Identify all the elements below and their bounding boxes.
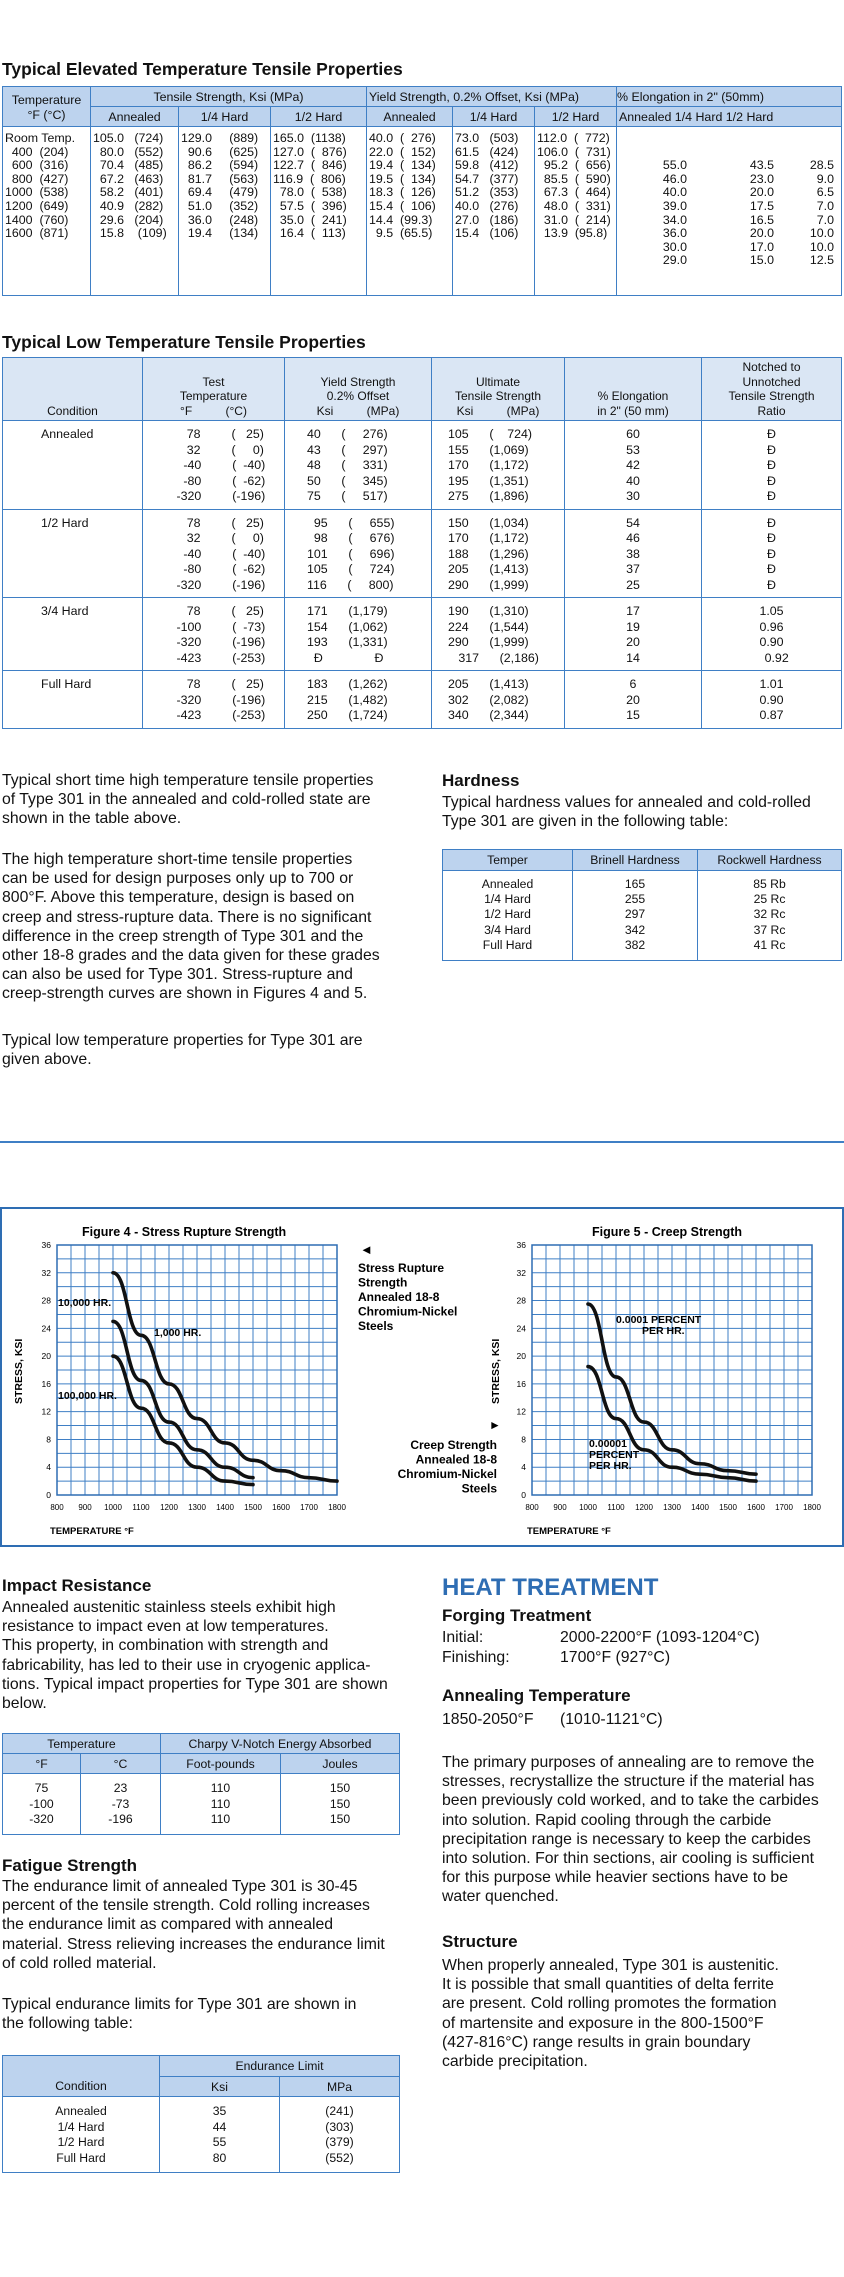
fig4-legend-line: Strength [358,1275,408,1290]
elevated-sub-yield-quarter: 1/4 Hard [453,107,535,127]
forging-initial-label: Initial: [442,1629,484,1646]
fig4-y-tick-label: 32 [41,1267,51,1278]
elevated-header-tensile: Tensile Strength, Ksi (MPa) [91,87,367,107]
annealing-title: Annealing Temperature [442,1686,631,1705]
fig4-x-tick-label: 1800 [328,1503,346,1512]
fig4-x-tick-label: 1100 [132,1503,150,1512]
fig5-y-tick-label: 32 [516,1267,526,1278]
impact-header-c: °C [81,1754,161,1774]
low-header-elongation: % Elongation in 2" (50 mm) [565,358,702,421]
fig5-x-tick-label: 800 [525,1503,539,1512]
impact-col-f: 75 -100 -320 [3,1774,81,1835]
fig5-label-a-line: 0.0001 PERCENT [616,1314,702,1326]
low-row-group [3,671,842,729]
impact-table [2,1733,400,1835]
elevated-col-ys-half: 112.0 ( 772) 106.0 ( 731) 95.2 ( 656) 85.5 ( 590) 67.3 ( 464) 48.0 ( 331) 31.0 ( 214) 13.9 (95.8) [535,127,617,296]
fig4-label-10000: 10,000 HR. [58,1297,112,1309]
low-col-elong: 60 53 42 40 30 [565,421,702,510]
forging-finishing-value: 1700°F (927°C) [560,1649,671,1666]
hardness-table [442,849,842,961]
low-col-ult: 205 (1,413) 302 (2,082) 340 (2,344) [432,671,565,729]
low-table-title: Typical Low Temperature Tensile Properties [2,332,366,352]
fig5-x-tick-label: 1600 [747,1503,765,1512]
hardness-header-temper: Temper [443,850,573,871]
heat-treatment-title: HEAT TREATMENT [442,1574,659,1601]
fatigue-header-condition: Condition [3,2056,160,2097]
fig5-title: Figure 5 - Creep Strength [592,1225,743,1239]
structure-title: Structure [442,1932,518,1951]
fig4-y-tick-label: 12 [41,1406,51,1417]
low-col-elong: 6 20 15 [565,671,702,729]
fatigue-text-2: Typical endurance limits for Type 301 are shown in the following table: [2,1996,357,2033]
fatigue-header-ksi: Ksi [160,2077,280,2097]
impact-header-temperature: Temperature [3,1734,161,1754]
structure-text: When properly annealed, Type 301 is austenitic. It is possible that small quantities of delta ferrite are present. Cold rolling promotes the formation of martensite and exposure in the 800-1500°F (427-816°C) range results in grain boundary carbide precipitation. [442,1957,779,2071]
fig5-x-tick-label: 1000 [579,1503,597,1512]
fig5-y-tick-label: 24 [516,1323,526,1334]
hardness-header-rockwell: Rockwell Hardness [698,850,842,871]
low-col-elong: 54 46 38 37 25 [565,509,702,598]
fig4-xlabel: TEMPERATURE °F [50,1526,134,1537]
fig4-x-tick-label: 900 [78,1503,92,1512]
hardness-col-brinell: 165 255 297 342 382 [573,871,698,961]
fig5-legend-line: Steels [461,1481,497,1496]
fig4-x-tick-label: 1200 [160,1503,178,1512]
fig5-label-b-line: 0.00001 [589,1438,627,1450]
low-col-ult: 105 ( 724) 155 (1,069) 170 (1,172) 195 (1,351) 275 (1,896) [432,421,565,510]
impact-header-charpy: Charpy V-Notch Energy Absorbed [161,1734,400,1754]
low-col-notch: 1.01 0.90 0.87 [702,671,842,729]
elevated-sub-half-hard: 1/2 Hard [271,107,367,127]
fig5-y-tick-label: 4 [521,1462,526,1473]
fig4-y-tick-label: 20 [41,1351,51,1362]
forging-initial-value: 2000-2200°F (1093-1204°C) [560,1629,760,1646]
low-condition: 1/2 Hard [3,509,143,598]
figures-panel [0,1207,844,1547]
fig5-ylabel: STRESS, KSI [490,1338,502,1404]
low-col-yield: 40 ( 276) 43 ( 297) 48 ( 331) 50 ( 345) 75 ( 517) [285,421,432,510]
figures-svg [2,1209,842,1545]
fig5-x-tick-label: 1400 [691,1503,709,1512]
low-temperature-table [2,357,842,729]
fig4-x-tick-label: 1000 [104,1503,122,1512]
fig5-y-tick-label: 0 [521,1490,526,1500]
fatigue-table [2,2055,400,2173]
low-row-group [3,421,842,510]
fig4-legend-arrow: ◄ [360,1242,373,1257]
fig4-legend-line: Steels [358,1319,394,1333]
fig5-x-tick-label: 1700 [775,1503,793,1512]
forging-title: Forging Treatment [442,1606,592,1625]
fig4-y-tick-label: 16 [41,1378,51,1389]
fatigue-col-condition: Annealed 1/4 Hard 1/2 Hard Full Hard [3,2097,160,2173]
impact-text: Annealed austenitic stainless steels exhibit high resistance to impact even at low temperatures. This property, in combination with strength and fabricability, has led to their use in cryogenic applica- tions. Typical impact properties for Type 301 are shown below. [2,1599,388,1713]
elevated-col-ts-half: 165.0 (1138) 127.0 ( 876) 122.7 ( 846) 116.9 ( 806) 78.0 ( 538) 57.5 ( 396) 35.0 ( 241) 16.4 ( 113) [271,127,367,296]
annealing-f: 1850-2050°F [442,1711,534,1728]
fatigue-col-mpa: (241) (303) (379) (552) [280,2097,400,2173]
low-col-ult: 190 (1,310) 224 (1,544) 290 (1,999) 317 (2,186) [432,598,565,671]
elevated-col-ys-annealed: 40.0 ( 276) 22.0 ( 152) 19.4 ( 134) 19.5 ( 134) 18.3 ( 126) 15.4 ( 106) 14.4 (99.3) 9.5 (65.5) [367,127,453,296]
hardness-col-rockwell: 85 Rb 25 Rc 32 Rc 37 Rc 41 Rc [698,871,842,961]
fig4-y-tick-label: 4 [46,1462,51,1473]
low-col-ult: 150 (1,034) 170 (1,172) 188 (1,296) 205 (1,413) 290 (1,999) [432,509,565,598]
fig5-y-tick-label: 20 [516,1351,526,1362]
elevated-sub-yield-annealed: Annealed [367,107,453,127]
low-condition: Annealed [3,421,143,510]
fatigue-title: Fatigue Strength [2,1856,138,1875]
fig5-y-tick-label: 36 [516,1240,526,1250]
fig5-x-tick-label: 1100 [607,1503,625,1512]
paragraph-low-temp: Typical low temperature properties for Type 301 are given above. [2,1032,363,1069]
elevated-sub-yield-half: 1/2 Hard [535,107,617,127]
fig4-x-tick-label: 1400 [216,1503,234,1512]
fig5-legend-line: Annealed 18-8 [415,1452,497,1467]
fig4-y-tick-label: 0 [46,1490,51,1500]
low-col-temp: 78 ( 25) 32 ( 0) -40 ( -40) -80 ( -62) -320 (-196) [143,421,285,510]
fig5-y-ticks [517,1240,527,1500]
fig5-x-tick-label: 1800 [803,1503,821,1512]
hardness-header-brinell: Brinell Hardness [573,850,698,871]
fatigue-header-mpa: MPa [280,2077,400,2097]
elevated-col-temperature: Room Temp. 400 (204) 600 (316) 800 (427) 1000 (538) 1200 (649) 1400 (760) 1600 (871) [3,127,91,296]
low-col-yield: 171 (1,179) 154 (1,062) 193 (1,331) Ð Ð [285,598,432,671]
low-header-test-temperature: Test Temperature °F (°C) [143,358,285,421]
elevated-header-elongation: % Elongation in 2" (50mm) [617,87,842,107]
fig4-y-tick-label: 24 [41,1323,51,1334]
low-header-condition: Condition [3,358,143,421]
low-col-notch: Ð Ð Ð Ð Ð [702,421,842,510]
elevated-col-ts-annealed: 105.0 (724) 80.0 (552) 70.4 (485) 67.2 (463) 58.2 (401) 40.9 (282) 29.6 (204) 15.8 (109) [91,127,179,296]
impact-title: Impact Resistance [2,1576,152,1595]
fig5-y-tick-label: 12 [516,1406,526,1417]
elevated-sub-quarter-hard: 1/4 Hard [179,107,271,127]
fig4-legend-line: Annealed 18-8 [358,1290,440,1304]
fig5-y-tick-label: 8 [521,1434,526,1445]
fig5-label-0001 [616,1314,702,1337]
fig5-legend-line: Chromium-Nickel [397,1467,497,1481]
fig4-y-tick-label: 36 [41,1240,51,1250]
fig4-x-ticks [50,1503,346,1512]
impact-col-c: 23 -73 -196 [81,1774,161,1835]
low-col-temp: 78 ( 25) -320 (-196) -423 (-253) [143,671,285,729]
low-col-elong: 17 19 20 14 [565,598,702,671]
hardness-intro: Typical hardness values for annealed and cold-rolled Type 301 are given in the following table: [442,794,811,831]
fig4-y-ticks [42,1240,52,1500]
fig4-label-1000: 1,000 HR. [154,1327,202,1339]
impact-col-joules: 150 150 150 [281,1774,400,1835]
elevated-temperature-table [2,86,842,296]
low-col-notch: Ð Ð Ð Ð Ð [702,509,842,598]
fig4-legend-line: Stress Rupture [358,1261,445,1275]
fig4-title: Figure 4 - Stress Rupture Strength [82,1225,287,1239]
hardness-title: Hardness [442,771,520,790]
fig5-y-tick-label: 28 [516,1295,526,1306]
annealing-c: (1010-1121°C) [560,1711,663,1728]
forging-finishing-label: Finishing: [442,1649,510,1666]
fig4-x-tick-label: 1600 [272,1503,290,1512]
elevated-elong-quarter: 43.5 23.0 20.0 17.5 16.5 20.0 17.0 15.0 [749,158,774,268]
low-col-yield: 95 ( 655) 98 ( 676) 101 ( 696) 105 ( 724) 116 ( 800) [285,509,432,598]
low-row-group [3,598,842,671]
fig5-label-b-line: PERCENT [589,1449,640,1461]
elevated-sub-annealed: Annealed [91,107,179,127]
fig5-label-a-line: PER HR. [642,1325,685,1337]
fig5-x-tick-label: 1500 [719,1503,737,1512]
fatigue-header-endurance: Endurance Limit [160,2056,400,2077]
fig4-ylabel: STRESS, KSI [13,1338,25,1404]
impact-header-joules: Joules [281,1754,400,1774]
annealing-text: The primary purposes of annealing are to remove the stresses, recrystallize the structure if the material has been previously cold worked, and to take the carbides into solution. Rapid cooling through the carbide precipitation range is necessary to keep the carbides into solution. For thin sections, air cooling is sufficient for this purpose while heavier sections have to be water quenched. [442,1754,819,1906]
low-header-ultimate: Ultimate Tensile Strength Ksi (MPa) [432,358,565,421]
fig4-x-tick-label: 1300 [188,1503,206,1512]
hardness-col-temper: Annealed 1/4 Hard 1/2 Hard 3/4 Hard Full Hard [443,871,573,961]
elevated-col-ts-quarter: 129.0 (889) 90.6 (625) 86.2 (594) 81.7 (563) 69.4 (479) 51.0 (352) 36.0 (248) 19.4 (134) [179,127,271,296]
low-header-yield: Yield Strength 0.2% Offset Ksi (MPa) [285,358,432,421]
low-col-notch: 1.05 0.96 0.90 0.92 [702,598,842,671]
low-col-temp: 78 ( 25) -100 ( -73) -320 (-196) -423 (-253) [143,598,285,671]
fig5-x-tick-label: 900 [553,1503,567,1512]
elevated-table-title: Typical Elevated Temperature Tensile Properties [2,59,403,79]
elevated-col-elongation [617,127,842,296]
fig5-x-ticks [525,1503,821,1512]
fatigue-text: The endurance limit of annealed Type 301 is 30-45 percent of the tensile strength. Cold rolling increases the endurance limit as compared with annealed material. Stress relieving increases the endurance limit of cold rolled material. [2,1878,385,1972]
fig5-legend [398,1438,498,1496]
fig5-grid [532,1245,812,1495]
fig4-x-tick-label: 800 [50,1503,64,1512]
elevated-header-temperature: Temperature °F (°C) [3,87,91,127]
fig4-legend [358,1261,457,1333]
elevated-elong-annealed: 55.0 46.0 40.0 39.0 34.0 36.0 30.0 29.0 [662,158,687,268]
low-condition: 3/4 Hard [3,598,143,671]
section-divider [0,1141,844,1143]
fig5-legend-arrow: ► [489,1418,501,1432]
low-row-group [3,509,842,598]
fig5-x-tick-label: 1300 [663,1503,681,1512]
low-col-yield: 183 (1,262) 215 (1,482) 250 (1,724) [285,671,432,729]
impact-header-f: °F [3,1754,81,1774]
elevated-elong-half: 28.5 9.0 6.5 7.0 7.0 10.0 10.0 12.5 [809,158,834,268]
fig4-y-tick-label: 8 [46,1434,51,1445]
fig5-xlabel: TEMPERATURE °F [527,1526,611,1537]
fatigue-col-ksi: 35 44 55 80 [160,2097,280,2173]
fig4-legend-line: Chromium-Nickel [358,1304,458,1319]
elevated-sub-elongation: Annealed 1/4 Hard 1/2 Hard [617,107,842,127]
paragraph-design: The high temperature short-time tensile properties can be used for design purposes only up to 700 or 800°F. Above this temperature, design is based on creep and stress-rupture data. There is no significant difference in the creep strength of Type 301 and the other 18-8 grades and the data given for these grades can also be used for Type 301. Stress-rupture and creep-strength curves are shown in Figures 4 and 5. [2,851,380,1003]
fig4-x-tick-label: 1700 [300,1503,318,1512]
fig4-grid [57,1245,337,1495]
elevated-header-yield: Yield Strength, 0.2% Offset, Ksi (MPa) [367,87,617,107]
fig5-label-b-line: PER HR. [589,1460,632,1472]
fig5-y-tick-label: 16 [516,1378,526,1389]
fig5-x-tick-label: 1200 [635,1503,653,1512]
fig4-label-100000: 100,000 HR. [58,1390,117,1402]
fig5-legend-line: Creep Strength [410,1438,497,1452]
paragraph-short-time: Typical short time high temperature tensile properties of Type 301 in the annealed and cold-rolled state are shown in the table above. [2,772,374,828]
elevated-col-ys-quarter: 73.0 (503) 61.5 (424) 59.8 (412) 54.7 (377) 51.2 (353) 40.0 (276) 27.0 (186) 15.4 (106) [453,127,535,296]
low-col-temp: 78 ( 25) 32 ( 0) -40 ( -40) -80 ( -62) -320 (-196) [143,509,285,598]
low-condition: Full Hard [3,671,143,729]
low-header-notched: Notched to Unnotched Tensile Strength Ratio [702,358,842,421]
impact-col-ftlb: 110 110 110 [161,1774,281,1835]
impact-header-ftlb: Foot-pounds [161,1754,281,1774]
fig4-x-tick-label: 1500 [244,1503,262,1512]
fig4-y-tick-label: 28 [41,1295,51,1306]
